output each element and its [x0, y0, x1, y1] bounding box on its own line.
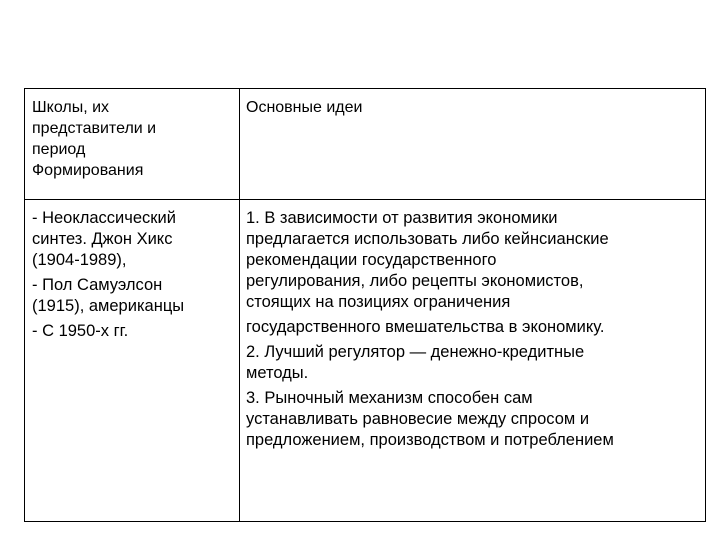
cell-schools	[25, 200, 240, 521]
idea-paragraph: 1. В зависимости от развития экономики предлагается использовать либо кейнсианские рекомендации государственного регулирования, либо рецепты экономистов, стоящих на позициях ограничения	[246, 209, 609, 311]
table-header-row	[25, 89, 705, 200]
cell-ideas	[240, 200, 705, 521]
school-line: - Неоклассический синтез. Джон Хикс (1904-1989),	[32, 209, 176, 269]
header-cell-ideas	[240, 89, 705, 199]
idea-paragraph: 3. Рыночный механизм способен сам устанавливать равновесие между спросом и предложением, производством и потреблением	[246, 389, 614, 449]
idea-paragraph: государственного вмешательства в экономику.	[246, 318, 605, 336]
header-cell-schools	[25, 89, 240, 199]
school-line: - С 1950-х гг.	[32, 322, 129, 340]
table-row	[25, 200, 705, 521]
idea-paragraph: 2. Лучший регулятор — денежно-кредитные методы.	[246, 343, 585, 382]
school-line: - Пол Самуэлсон (1915), американцы	[32, 276, 185, 315]
schools-table	[24, 88, 706, 522]
header-schools-label: Школы, их представители и период Формирования	[32, 99, 157, 179]
header-ideas-label: Основные идеи	[246, 99, 363, 116]
